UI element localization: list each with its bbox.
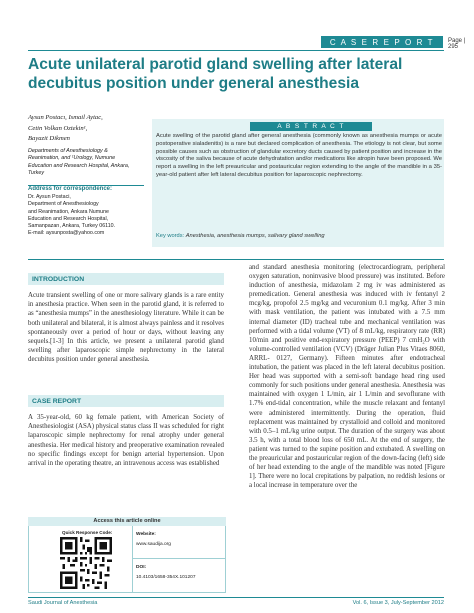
correspondence-line: and Reanimation, Ankara Numune <box>28 208 109 215</box>
website-link[interactable]: www.saudija.org <box>136 542 171 547</box>
abstract-text: Acute swelling of the parotid gland after general anesthesia (commonly known as anesthesia mumps or acute postoperative sialadenitis) is a rare but declared complication of anesthesia. The etiology is not clear, but some possible causes such as obstruction of glandular excretory ducts caused by patient position and increase in the viscosity of the saliva because of acute dehydratation and/or medications like atropin have been proposed. We report a swelling in the left preauricular and postauricular region extending to the angle of the mandible in a 35-year-old patient after left lateral decubitus position for laparoscopic nephrectomy. <box>156 133 442 178</box>
page-number: Page | 295 <box>448 38 466 50</box>
header-rule <box>28 50 444 51</box>
correspondence-line: Department of Anesthesiology <box>28 201 99 208</box>
access-box <box>28 517 226 593</box>
footer-issue: Vol. 6, Issue 3, July-September 2012 <box>352 600 444 606</box>
author-affiliation: Departments of Anesthesiology & Reanimation, and ¹Urology, Numune Education and Research Hospital, Ankara, Turkey <box>28 147 130 177</box>
introduction-text: Acute transient swelling of one or more salivary glands is a rare entity in anesthesia practice. When seen in the parotid gland, it is referred to as “anesthesia mumps” in the anesthesiology literature. While it can be both unilateral and bilateral, it is almost always painless and it resolves spontaneously over a period of hour or days, without leaving any sequels.[1-3] In this article, we present a unilateral parotid gland swelling after laparoscopic simple nephrectomy in the lateral decubitus position under general anesthesia. <box>28 292 224 364</box>
qr-code-icon <box>60 537 112 589</box>
doi-link[interactable]: 10.4103/1658-354X.101207 <box>136 575 196 580</box>
case-report-continued: and standard anesthesia monitoring (electrocardiogram, peripheral oxygen saturation, noninvasive blood pressure) was instituted. Before induction of anesthesia, midazolam 2 mg iv was administered as premedication. General anesthesia was induced with iv fentanyl 2 mcg/kg, propofol 2.5 mg/kg and vecuronium 0.1 mg/kg. After 3 min with mask ventilation, the patient was intubated with a 7.5 mm internal diameter (ID) tracheal tube and mechanical ventilation was performed with a tidal volume (VT) of 8 mL/kg, respiratory rate (RR) 10/min and positive end-expiratory pressure (PEEP) 7 cmH₂O with volume-controlled ventilation (VCV) (Dräger Julian Plus Vitaes 8060, ARRL- 0127, Germany). Fifteen minutes after endotracheal intubation, the patient was placed in the left lateral decubitus position. Her head was supported with a semi-soft bandage head ring used commonly for such positions under general anesthesia. Anesthesia was maintained with oxygen 1 L/min, air 1 L/min and sevoflurane with 1.7% end-tidal concentration, while the muscle relaxant and fentanyl were administered intermittently. During the operation, fluid replacement was maintained by crystalloid and colloid and monitored with 0.5–1 mL/kg urine output. The duration of the surgery was about 3.5 h, with a total blood loss of 650 mL. At the end of surgery, the patient was turned to the supine position and extubated. A swelling on the preauricular and postauricular region of the down-facing (left) side of her head extending to the angle of the mandible was noted [Figure 1]. There were no local crepitations by palpation, no reddish lesions or a local increase in temperature over the <box>249 264 445 490</box>
doi-label: DOI: <box>136 565 147 570</box>
author-line-1: Aysun Postacı, Ismail Aytac, <box>28 114 103 121</box>
keywords <box>156 233 442 239</box>
correspondence-block <box>28 186 146 237</box>
section-rule <box>28 259 444 260</box>
access-heading: Access this article online <box>28 517 226 526</box>
article-title: Acute unilateral parotid gland swelling after lateral decubitus position under general anesthesia <box>28 56 403 92</box>
footer-rule <box>28 597 444 598</box>
footer-journal: Saudi Journal of Anesthesia <box>28 600 98 606</box>
author-line-2: Cetin Volkan Oztekin¹, <box>28 124 88 132</box>
keywords-label: Key words: <box>156 233 185 239</box>
correspondence-line: Dr. Aysun Postaci, <box>28 194 71 201</box>
access-row-divider <box>132 558 226 559</box>
introduction-heading: INTRODUCTION <box>28 273 224 285</box>
keywords-text: Anesthesia, anesthesia mumps, salivary gland swelling <box>185 233 325 239</box>
correspondence-email[interactable]: E-mail: aysunposta@yahoo.com <box>28 230 105 237</box>
author-line-3: Bayazit Dikmen <box>28 135 70 142</box>
website-label: Website: <box>136 532 156 537</box>
case-report-heading: CASE REPORT <box>28 395 224 407</box>
abstract-heading: A B S T R A C T <box>250 122 372 131</box>
access-divider <box>132 526 133 593</box>
author-block <box>28 113 140 178</box>
correspondence-line: Samanpazarı, Ankara, Turkey 06110. <box>28 223 116 230</box>
correspondence-heading: Address for correspondence: <box>28 186 113 192</box>
qr-label: Quick Response Code: <box>62 530 113 535</box>
case-report-text: A 35-year-old, 60 kg female patient, with American Society of Anesthesiologist (ASA) physical status class II was scheduled for right laparoscopic simple nephrectomy for renal atrophy under general anesthesia. Her medical history and preoperative examination revealed no specific findings except for benign arterial hypertension. Upon arrival in the operating theatre, an intravenous access was established <box>28 414 224 468</box>
section-label: C A S E R E P O R T <box>321 36 443 48</box>
correspondence-line: Education and Research Hospital, <box>28 215 109 222</box>
